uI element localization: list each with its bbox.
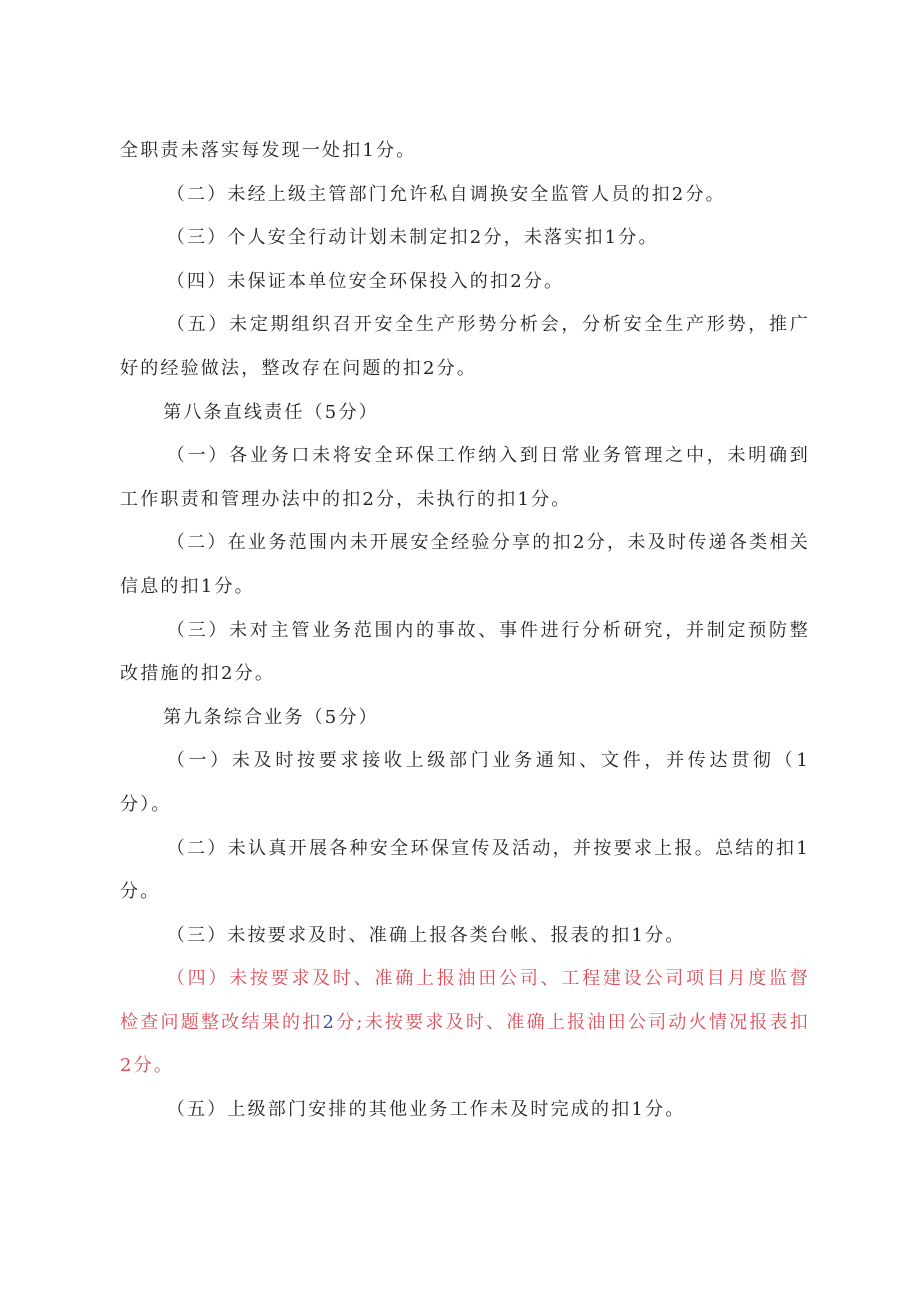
article-9-item-2: （二）未认真开展各种安全环保宣传及活动，并按要求上报。总结的扣1分。 [120,837,810,903]
article-9-item-5: （五）上级部门安排的其他业务工作未及时完成的扣1分。 [166,1099,686,1121]
article-9-item-1: （一）未及时按要求接收上级部门业务通知、文件，并传达贯彻（1分）。 [120,750,810,815]
paragraph-item-3: （三）个人安全行动计划未制定扣2分，未落实扣1分。 [166,227,659,249]
highlight-text-part-2: 分;未按要求及时、准确上报油田公司动火情况报表扣2分。 [120,1011,810,1077]
article-8-heading: 第八条直线责任（5分） [163,401,379,423]
article-8-item-1: （一）各业务口未将安全环保工作纳入到日常业务管理之中，未明确到工作职责和管理办法中的扣2分，未执行的扣1分。 [120,445,810,510]
article-8-item-3: （三）未对主管业务范围内的事故、事件进行分析研究，并制定预防整改措施的扣2分。 [120,619,810,685]
paragraph-item-2: （二）未经上级主管部门允许私自调换安全监管人员的扣2分。 [166,183,726,205]
paragraph-item-4: （四）未保证本单位安全环保投入的扣2分。 [166,270,565,292]
paragraph-item-5: （五）未定期组织召开安全生产形势分析会，分析安全生产形势，推广好的经验做法，整改存在问题的扣2分。 [120,314,810,379]
highlight-number: 2 [322,1011,337,1033]
document-body [120,129,810,1132]
paragraph-continuation: 全职责未落实每发现一处扣1分。 [120,140,417,161]
article-9-item-4-highlighted [120,957,810,1088]
article-8-item-2: （二）在业务范围内未开展安全经验分享的扣2分，未及时传递各类相关信息的扣1分。 [120,532,810,597]
highlight-text-part-1: （四）未按要求及时、准确上报油田公司、工程建设公司项目月度监督检查问题整改结果的扣 [120,968,810,1033]
article-9-item-3: （三）未按要求及时、准确上报各类台帐、报表的扣1分。 [166,924,686,946]
article-9-heading: 第九条综合业务（5分） [163,706,379,728]
